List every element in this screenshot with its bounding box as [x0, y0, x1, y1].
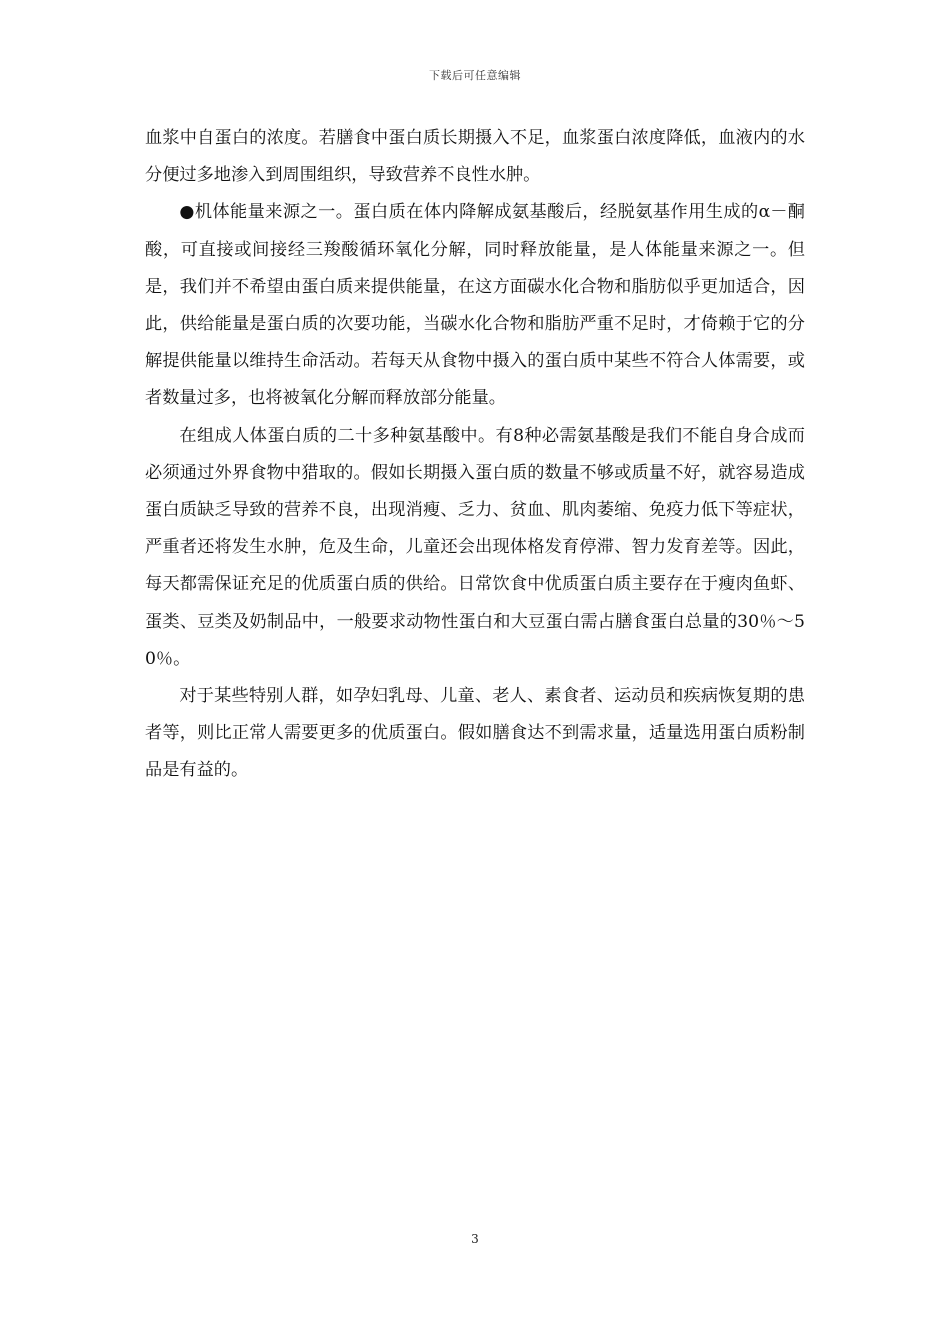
paragraph-special-groups: 对于某些特别人群，如孕妇乳母、儿童、老人、素食者、运动员和疾病恢复期的患者等，则比正常人需要更多的优质蛋白。假如膳食达不到需求量，适量选用蛋白质粉制品是有益的。	[145, 686, 805, 781]
document-body	[145, 120, 805, 790]
paragraph-essential-amino-acids: 在组成人体蛋白质的二十多种氨基酸中。有8种必需氨基酸是我们不能自身合成而必须通过外界食物中猎取的。假如长期摄入蛋白质的数量不够或质量不好，就容易造成蛋白质缺乏导致的营养不良，出现消瘦、乏力、贫血、肌肉萎缩、免疫力低下等症状，严重者还将发生水肿，危及生命，儿童还会出现体格发育停滞、智力发育差等。因此，每天都需保证充足的优质蛋白质的供给。日常饮食中优质蛋白质主要存在于瘦肉鱼虾、蛋类、豆类及奶制品中，一般要求动物性蛋白和大豆蛋白需占膳食蛋白总量的30％～50％。	[145, 425, 805, 669]
page-number: 3	[471, 1232, 479, 1246]
paragraph-plasma-protein: 血浆中自蛋白的浓度。若膳食中蛋白质长期摄入不足，血浆蛋白浓度降低，血液内的水分便过多地渗入到周围组织，导致营养不良性水肿。	[145, 128, 805, 186]
page-header: 下载后可任意编辑	[429, 69, 521, 82]
paragraph-energy-source: ●机体能量来源之一。蛋白质在体内降解成氨基酸后，经脱氨基作用生成的α－酮酸，可直接或间接经三羧酸循环氧化分解，同时释放能量，是人体能量来源之一。但是，我们并不希望由蛋白质来提供能量，在这方面碳水化合物和脂肪似乎更加适合，因此，供给能量是蛋白质的次要功能，当碳水化合物和脂肪严重不足时，才倚赖于它的分解提供能量以维持生命活动。若每天从食物中摄入的蛋白质中某些不符合人体需要，或者数量过多，也将被氧化分解而释放部分能量。	[145, 202, 805, 409]
